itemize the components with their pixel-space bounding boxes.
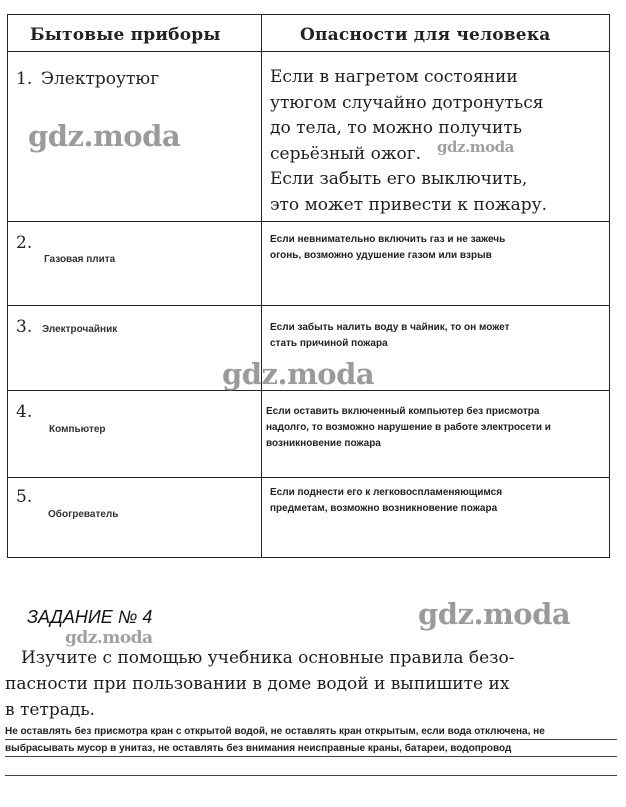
header-divider — [8, 51, 609, 52]
danger-text: Если поднести его к легковоспламеняющимся предметам, возможно возникновение пожара — [270, 487, 503, 514]
appliance-name: Газовая плита — [44, 254, 116, 265]
danger-text: Если в нагретом состоянии утюгом случайно дотронуться до тела, то можно получить серьёзный ожог. Если забыть его выключить, это может привести к пожару. — [270, 67, 548, 215]
task-instructions: Изучите с помощью учебника основные правила безо- пасности при пользовании в доме водой и выпишите их в тетрадь. — [5, 648, 515, 720]
task-answer: Не оставлять без присмотра кран с открытой водой, не оставлять кран открытым, если вода отключена, не выбрасывать мусор в унитаз, не оставлять без внимания неисправные краны, батареи, водопровод — [5, 726, 545, 754]
danger-text: Если невнимательно включить газ и не зажечь огонь, возможно удушение газом или взрыв — [270, 234, 506, 261]
task-title: ЗАДАНИЕ № 4 — [27, 607, 153, 627]
answer-line — [5, 775, 617, 776]
row-divider — [8, 305, 609, 306]
row-number: 5. — [16, 487, 33, 507]
row-number: 3. — [16, 317, 33, 337]
column-divider — [261, 15, 262, 557]
watermark-logo: gdz.moda — [222, 357, 375, 391]
appliance-name: Компьютер — [49, 424, 106, 435]
row-divider — [8, 221, 609, 222]
watermark-logo: gdz.moda — [437, 138, 514, 156]
appliance-name: Обогреватель — [48, 509, 119, 520]
danger-text: Если забыть налить воду в чайник, то он может стать причиной пожара — [270, 322, 510, 349]
row-divider — [8, 477, 609, 478]
header-appliances: Бытовые приборы — [30, 25, 221, 45]
appliance-danger-table — [7, 14, 610, 558]
header-dangers: Опасности для человека — [300, 25, 551, 45]
row-number: 2. — [16, 233, 33, 253]
watermark-logo: gdz.moda — [28, 119, 181, 153]
watermark-logo: gdz.moda — [418, 597, 571, 631]
appliance-name: Электрочайник — [42, 324, 118, 335]
row-number: 4. — [16, 402, 33, 422]
watermark-logo: gdz.moda — [65, 628, 153, 648]
appliance-name: Электроутюг — [41, 69, 160, 89]
row-number: 1. — [16, 69, 33, 89]
danger-text: Если оставить включенный компьютер без присмотра надолго, то возможно нарушение в работе электросети и возникновение пожара — [266, 406, 551, 449]
